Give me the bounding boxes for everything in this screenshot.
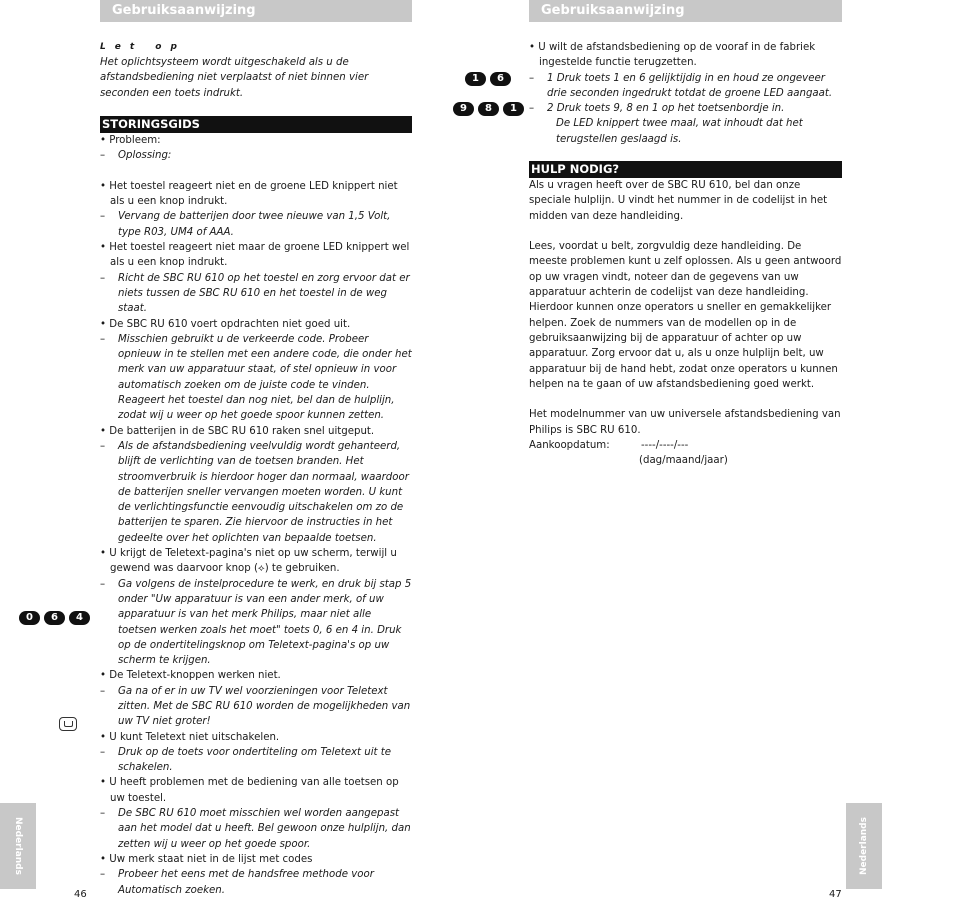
left-page-header: Gebruiksaanwijzing	[100, 0, 412, 22]
key-1-icon: 1	[465, 72, 486, 86]
solution-item: – Vervang de batterijen door twee nieuwe van 1,5 Volt, type R03, UM4 of AAA.	[100, 211, 391, 238]
solution-item: – De SBC RU 610 moet misschien wel worden aangepast aan het model dat u heeft. Bel gewoon onze hulplijn, dan zetten wij u weer op het goede spoor.	[100, 808, 411, 850]
reset-step-2-extra: De LED knippert twee maal, wat inhoudt dat het terugstellen geslaagd is.	[556, 118, 803, 145]
key-8-icon: 8	[478, 102, 499, 116]
note-title: Let op	[100, 42, 186, 52]
problem-item: • De Teletext-knoppen werken niet.	[100, 670, 281, 682]
key-0-icon: 0	[19, 611, 40, 625]
purchase-date-label: Aankoopdatum:	[529, 440, 610, 452]
teletext-symbol-icon: ⟡	[257, 563, 265, 575]
help-paragraph: Lees, voordat u belt, zorgvuldig deze handleiding. De meeste problemen kunt u zelf oplossen. Als u geen antwoord op uw vragen vindt, noteer dan de gegevens van uw apparatuur achterin de codelijst van deze handleiding. Hierdoor kunnen onze operators u sneller en gemakkelijker helpen. Zoek de nummers van de modellen op in de gebruiksaanwijzing bij de apparatuur of achter op uw apparatuur. Zorg ervoor dat u, als u onze hulplijn belt, uw apparatuur bij de hand hebt, zodat onze operators u kunnen helpen na te gaan of uw afstandsbediening goed werkt.	[529, 241, 842, 390]
problem-item: • Uw merk staat niet in de lijst met codes	[100, 853, 313, 865]
reset-intro: • U wilt de afstandsbediening op de vooraf in de fabriek ingestelde functie terugzetten.	[529, 42, 816, 69]
legend-solution: – Oplossing:	[100, 150, 172, 162]
help-text	[529, 178, 842, 469]
help-section-title: HULP NODIG?	[529, 161, 842, 178]
troubleshooting-section-title: STORINGSGIDS	[100, 116, 412, 133]
reset-instructions	[529, 40, 842, 147]
solution-item: – Misschien gebruikt u de verkeerde code. Probeer opnieuw in te stellen met een andere code, die onder het merk van uw apparatuur staat, of stel opnieuw in voor automatisch zoeken om de juiste code te vinden.	[100, 333, 412, 391]
key-6-icon: 6	[490, 72, 511, 86]
subtitle-key-icon	[59, 717, 77, 731]
help-paragraph: Het modelnummer van uw universele afstandsbediening van Philips is SBC RU 610.	[529, 409, 841, 436]
reset-step-2: – 2 Druk toets 9, 8 en 1 op het toetsenbordje in.	[529, 103, 785, 115]
left-note	[100, 40, 412, 101]
key-4-icon: 4	[69, 611, 90, 625]
problem-item: • De SBC RU 610 voert opdrachten niet goed uit.	[100, 318, 351, 330]
solution-item: – Als de afstandsbediening veelvuldig wordt gehanteerd, blijft de verlichting van de toetsen branden. Het stroomverbruik is hierdoor hoger dan normaal, waardoor de batterijen sneller vervangen moeten worden. U kunt de verlichtingsfunctie eenvoudig uitschakelen om zo de batterijen te sparen. Zie hiervoor de instructies in het gedeelte over het oplichten van bepaalde toetsen.	[100, 440, 409, 544]
solution-item: – Ga volgens de instelprocedure te werk, en druk bij stap 5 onder "Uw apparatuur is van een ander merk, of uw apparatuur is van het merk Philips, maar niet alle toetsen werken zoals het moet" toets 0, 6 en 4 in. Druk op de ondertitelingsknop om Teletext-pagina's op uw scherm te krijgen.	[100, 578, 412, 667]
page-number-right: 47	[829, 889, 842, 900]
solution-item: – Richt de SBC RU 610 op het toestel en zorg ervoor dat er niets tussen de SBC RU 610 en het toestel in de weg staat.	[100, 272, 410, 315]
language-tab-right: Nederlands	[846, 803, 882, 889]
language-tab-left: Nederlands	[0, 803, 36, 889]
note-text: Het oplichtsysteem wordt uitgeschakeld als u de afstandsbediening niet verplaatst of niet binnen vier seconden een toets indrukt.	[100, 57, 369, 99]
key-9-icon: 9	[453, 102, 474, 116]
right-page-header: Gebruiksaanwijzing	[529, 0, 842, 22]
problem-item: • Het toestel reageert niet maar de groene LED knippert wel als u een knop indrukt.	[100, 242, 410, 269]
purchase-date-value: ----/----/---	[641, 440, 689, 452]
reset-step-1: – 1 Druk toets 1 en 6 gelijktijdig in en houd ze ongeveer drie seconden ingedrukt totdat de groene LED aangaat.	[529, 72, 833, 99]
solution-item: – Druk op de toets voor ondertiteling om Teletext uit te schakelen.	[100, 746, 392, 774]
troubleshooting-list	[100, 133, 412, 898]
key-6-icon: 6	[44, 611, 65, 625]
problem-item: • U heeft problemen met de bediening van alle toetsen op uw toestel.	[100, 777, 399, 804]
purchase-date-row	[529, 438, 842, 453]
help-paragraph: Als u vragen heeft over de SBC RU 610, bel dan onze speciale hulplijn. U vindt het nummer in de codelijst in het midden van deze handleiding.	[529, 180, 828, 222]
problem-item: • De batterijen in de SBC RU 610 raken snel uitgeput.	[100, 425, 375, 437]
purchase-date-hint: (dag/maand/jaar)	[639, 455, 728, 467]
page-number-left: 46	[74, 889, 87, 900]
key-1-icon: 1	[503, 102, 524, 116]
key-badges-981	[453, 102, 524, 116]
solution-item: – Ga na of er in uw TV wel voorzieningen voor Teletext zitten. Met de SBC RU 610 worden de mogelijkheden van uw TV niet groter!	[100, 685, 411, 728]
key-badges-16	[465, 72, 511, 86]
problem-item: • Het toestel reageert niet en de groene LED knippert niet als u een knop indrukt.	[100, 180, 398, 208]
legend-problem: • Probleem:	[100, 135, 161, 146]
key-badges-064	[19, 611, 90, 625]
problem-item: • U kunt Teletext niet uitschakelen.	[100, 731, 280, 743]
problem-item: • U krijgt de Teletext-pagina's niet op uw scherm, terwijl u gewend was daarvoor knop (⟡) te gebruiken.	[100, 548, 397, 575]
solution-extra: Reageert het toestel dan nog niet, bel dan de hulplijn, zodat wij u weer op het goede spoor kunnen zetten.	[118, 395, 395, 422]
solution-item: – Probeer het eens met de handsfree methode voor Automatisch zoeken.	[100, 869, 374, 896]
